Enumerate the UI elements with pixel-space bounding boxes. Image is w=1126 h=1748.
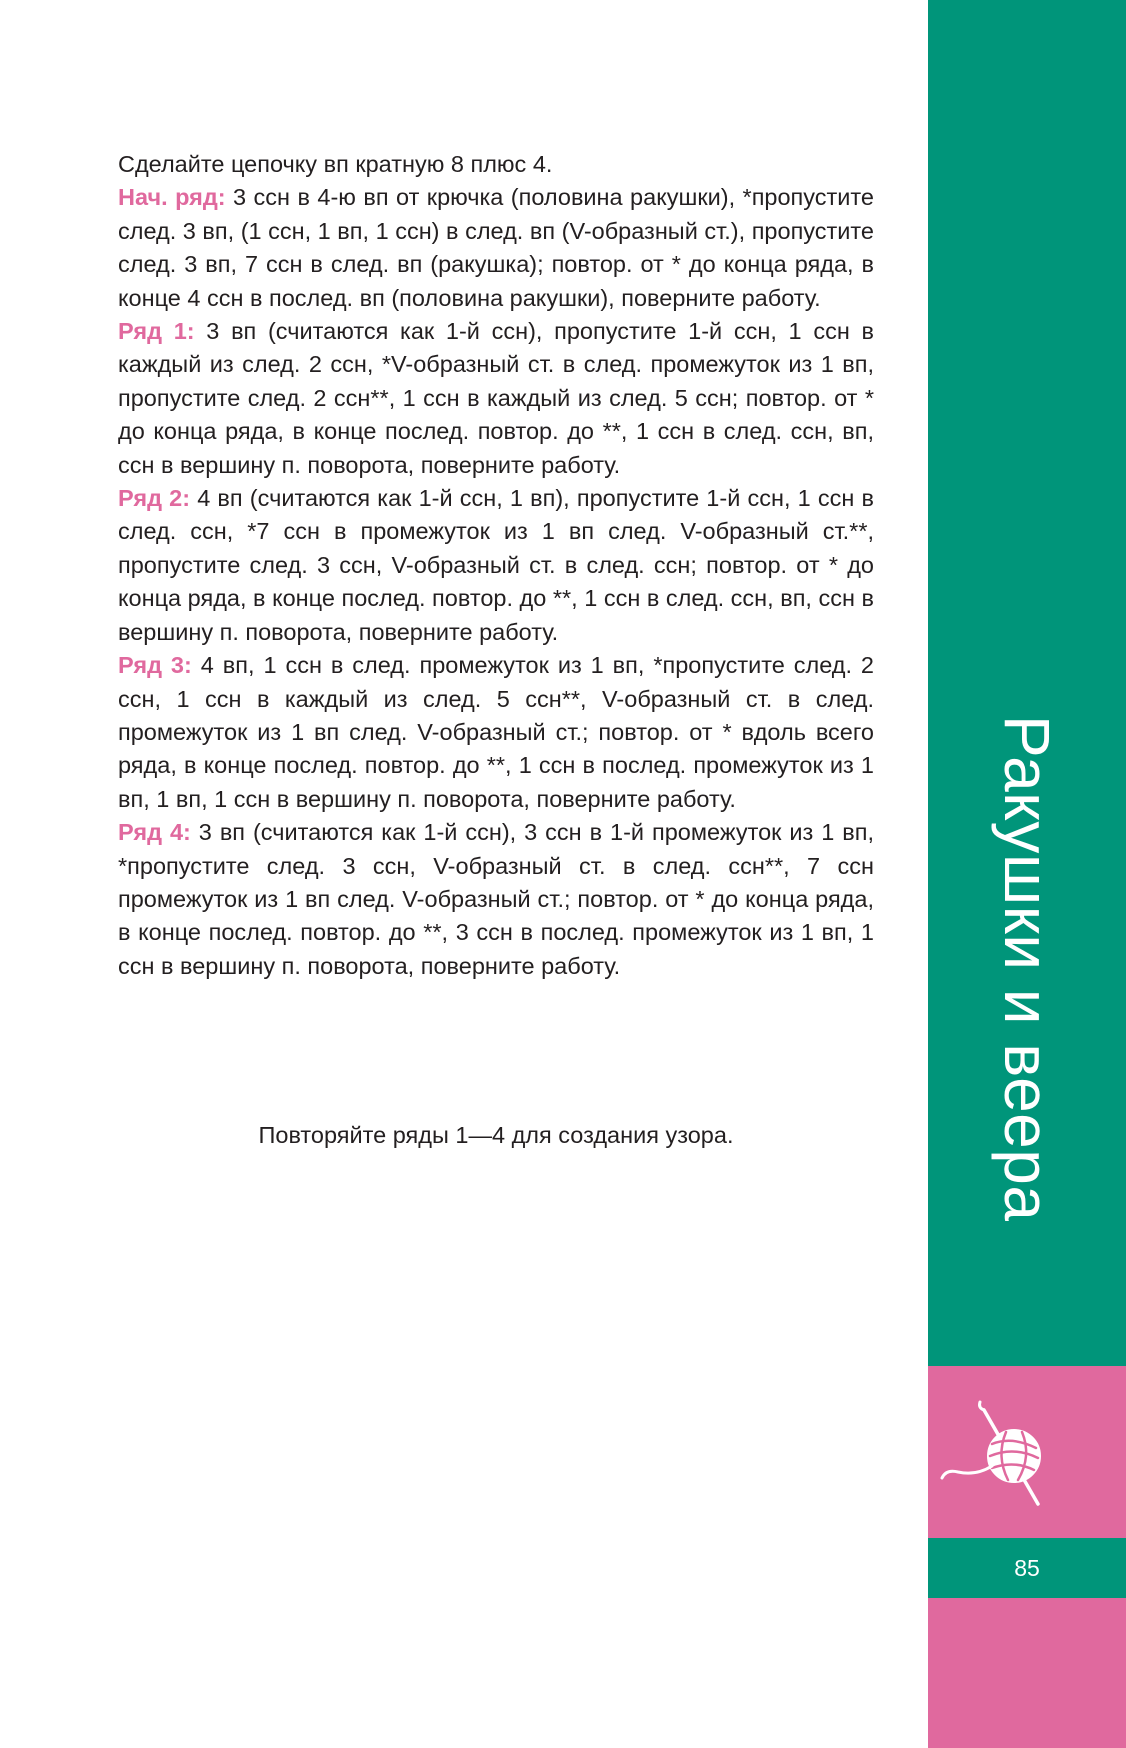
row-3	[118, 649, 874, 816]
section-title: Ракушки и веера	[991, 715, 1063, 1222]
row-4	[118, 816, 874, 983]
row-1	[118, 315, 874, 482]
intro-line: Сделайте цепочку вп кратную 8 плюс 4.	[118, 151, 553, 177]
row-label: Ряд 1:	[118, 318, 195, 345]
row-label: Ряд 4:	[118, 819, 191, 846]
yarn-ball-crochet-hook-icon	[936, 1400, 1056, 1516]
sidebar-bottom-band	[928, 1598, 1126, 1748]
row-label: Нач. ряд:	[118, 184, 226, 211]
row-text: 4 вп, 1 ссн в след. промежуток из 1 вп, *пропустите след. 2 ссн, 1 ссн в каждый из след. 5 ссн**, V-образный ст. в след. промежуток из 1 вп след. V-образный ст.; повтор. от * вдоль всего ряда, в конце послед. повтор. до **, 1 ссн в послед. промежуток из 1 вп, 1 вп, 1 ссн в вершину п. поворота, поверните работу.	[118, 652, 874, 812]
row-2	[118, 482, 874, 649]
row-text: 4 вп (считаются как 1-й ссн, 1 вп), пропустите 1-й ссн, 1 ссн в след. ссн, *7 ссн в промежуток из 1 вп след. V-образный ст.**, пропустите след. 3 ссн, V-образный ст. в след. ссн; повтор. от * до конца ряда, в конце послед. повтор. до **, 1 ссн в след. ссн, вп, ссн в вершину п. поворота, поверните работу.	[118, 485, 874, 645]
row-start	[118, 181, 874, 315]
row-text: 3 ссн в 4-ю вп от крючка (половина ракушки), *пропустите след. 3 вп, (1 ссн, 1 вп, 1 ссн) в след. вп (V-образный ст.), пропустите след. 3 вп, 7 ссн в след. вп (ракушка); повтор. от * до конца ряда, в конце 4 ссн в послед. вп (половина ракушки), поверните работу.	[118, 184, 874, 311]
page-number: 85	[1014, 1555, 1040, 1581]
row-label: Ряд 3:	[118, 652, 192, 679]
row-text: 3 вп (считаются как 1-й ссн), 3 ссн в 1-й промежуток из 1 вп, *пропустите след. 3 ссн, V-образный ст. в след. ссн**, 7 ссн промежуток из 1 вп след. V-образный ст.; повтор. от * до конца ряда, в конце послед. повтор. до **, 3 ссн в послед. промежуток из 1 вп, 1 ссн в вершину п. поворота, поверните работу.	[118, 819, 874, 979]
row-text: 3 вп (считаются как 1-й ссн), пропустите 1-й ссн, 1 ссн в каждый из след. 2 ссн, *V-образный ст. в след. промежуток из 1 вп, пропустите след. 2 ссн**, 1 ссн в каждый из след. 5 ссн; повтор. от * до конца ряда, в конце послед. повтор. до **, 1 ссн в след. ссн, вп, ссн в вершину п. поворота, поверните работу.	[118, 318, 874, 478]
repeat-note: Повторяйте ряды 1—4 для создания узора.	[258, 1122, 734, 1148]
instructions	[118, 148, 874, 983]
row-label: Ряд 2:	[118, 485, 191, 512]
